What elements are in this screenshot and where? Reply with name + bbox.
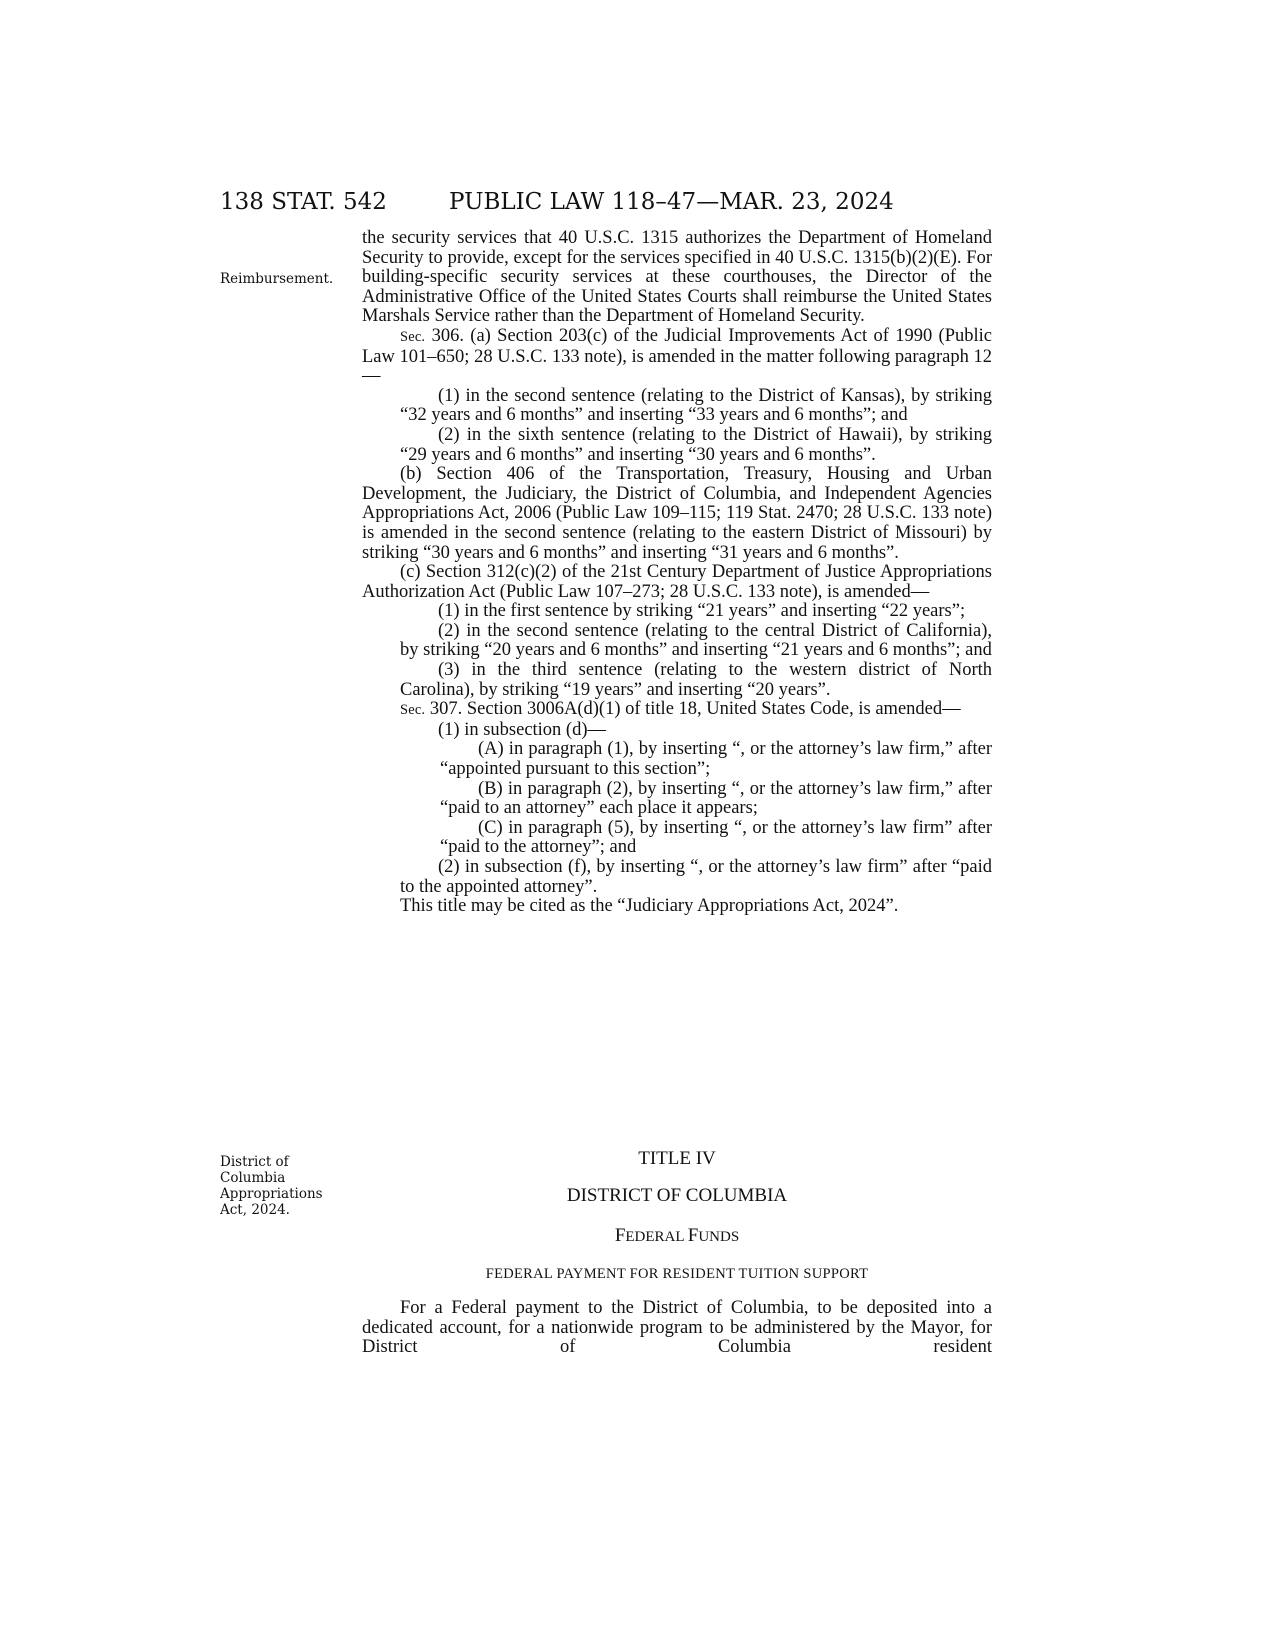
section-306-c2: (2) in the second sentence (relating to the central District of California), by striking “20 years and 6 months” and inserting “21 years and 6 months”; and <box>400 620 992 661</box>
section-label: Sec. <box>400 702 426 719</box>
final-paragraph: For a Federal payment to the District of Columbia, to be deposited into a dedicated account, for a nationwide program to be administered by the Mayor, for District of Columbia resident <box>362 1298 992 1358</box>
dc-heading: DISTRICT OF COLUMBIA <box>566 1185 788 1206</box>
title-citation: This title may be cited as the “Judiciary Appropriations Act, 2024”. <box>400 896 899 917</box>
section-label: Sec. <box>400 328 426 345</box>
page-stat-citation: 138 STAT. 542 <box>220 189 387 215</box>
section-306-a <box>362 327 992 387</box>
section-306-c: (c) Section 312(c)(2) of the 21st Century Department of Justice Appropriations Authorization Act (Public Law 107–273; 28 U.S.C. 133 note), is amended— <box>362 562 992 602</box>
federal-funds-heading: FEDERAL FUNDS <box>614 1225 740 1246</box>
section-307 <box>362 700 992 721</box>
section-307-text: 307. Section 3006A(d)(1) of title 18, United States Code, is amended— <box>429 699 961 720</box>
title-heading: TITLE IV <box>638 1148 716 1169</box>
section-307-1A: (A) in paragraph (1), by inserting “, or the attorney’s law firm,” after “appointed pursuant to this section”; <box>440 739 992 780</box>
section-307-2: (2) in subsection (f), by inserting “, or the attorney’s law firm” after “paid to the appointed attorney”. <box>400 857 992 897</box>
federal-payment-heading: FEDERAL PAYMENT FOR RESIDENT TUITION SUPPORT <box>485 1266 869 1282</box>
section-306-c3: (3) in the third sentence (relating to the western district of North Carolina), by striking “19 years” and inserting “20 years”. <box>400 660 992 700</box>
paragraph-security-services: the security services that 40 U.S.C. 1315 authorizes the Department of Homeland Security to provide, except for the services specified in 40 U.S.C. 1315(b)(2)(E). For building-specific security services at these courthouses, the Director of the Administrative Office of the United States Courts shall reimburse the United States Marshals Service rather than the Department of Homeland Security. <box>362 228 992 327</box>
section-307-1: (1) in subsection (d)— <box>438 719 607 740</box>
section-306-a-text: 306. (a) Section 203(c) of the Judicial Improvements Act of 1990 (Public Law 101–650; 28 U.S.C. 133 note), is amended in the matter following paragraph 12— <box>362 325 992 387</box>
section-306-b: (b) Section 406 of the Transportation, Treasury, Housing and Urban Development, the Judiciary, the District of Columbia, and Independent Agencies Appropriations Act, 2006 (Public Law 109–115; 119 Stat. 2470; 28 U.S.C. 133 note) is amended in the second sentence (relating to the eastern District of Missouri) by striking “30 years and 6 months” and inserting “31 years and 6 months”. <box>362 464 992 563</box>
section-307-1B: (B) in paragraph (2), by inserting “, or the attorney’s law firm,” after “paid to an attorney” each place it appears; <box>440 778 992 819</box>
section-306-a2: (2) in the sixth sentence (relating to the District of Hawaii), by striking “29 years and 6 months” and inserting “30 years and 6 months”. <box>400 424 992 465</box>
body-text <box>362 229 992 917</box>
page-running-header: PUBLIC LAW 118–47—MAR. 23, 2024 <box>449 189 894 215</box>
margin-note-reimbursement: Reimbursement. <box>220 271 334 287</box>
final-paragraph-block <box>362 1299 992 1358</box>
section-306-c1: (1) in the first sentence by striking “21 years” and inserting “22 years”; <box>438 601 966 622</box>
section-307-1C: (C) in paragraph (5), by inserting “, or the attorney’s law firm” after “paid to the attorney”; and <box>440 817 992 858</box>
margin-note-dc-appropriations: District of Columbia Appropriations Act, 2024. <box>220 1154 323 1218</box>
section-306-a1: (1) in the second sentence (relating to the District of Kansas), by striking “32 years and 6 months” and inserting “33 years and 6 months”; and <box>400 385 992 426</box>
